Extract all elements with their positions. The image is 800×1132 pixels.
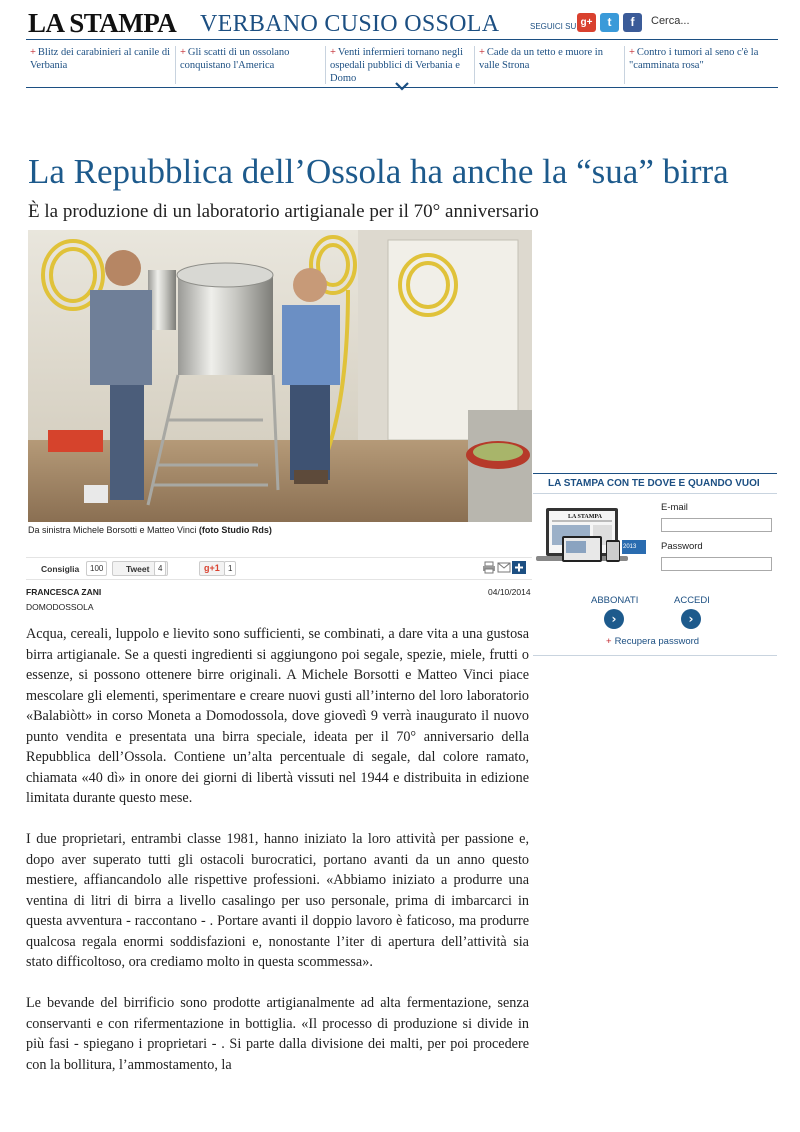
article-title: La Repubblica dell’Ossola ha anche la “sua” birra <box>28 152 729 191</box>
divider <box>624 46 625 84</box>
sidebar-divider <box>533 655 777 656</box>
top-headline-link[interactable]: + Cade da un tetto e muore in valle Strona <box>479 47 603 71</box>
photo-caption <box>28 525 272 535</box>
facebook-icon[interactable]: f <box>623 13 642 32</box>
caption-text: Da sinistra Michele Borsotti e Matteo Vinci <box>28 525 199 535</box>
top-headline-link[interactable]: + Blitz dei carabinieri al canile di Verbania <box>30 47 170 71</box>
login-label[interactable]: ACCEDI <box>674 595 710 606</box>
article-paragraph: I due proprietari, entrambi classe 1981, hanno iniziato la loro attività per passione e, dopo aver superato tutti gli ostacoli burocratici, portano avanti da un anno questo mestiere, affiancandolo alle rispettive professioni. «Abbiamo iniziato a produrre una ventina di litri di birra a livello casalingo per uso personale, prima di imbarcarci in questa avventura - raccontano - . Portare avanti il doppio lavoro è faticoso, ma produrre qualcosa regala enormi soddisfazioni e, nonostante l’iter di apertura dell’attività sia stato difficoltoso, ora crediamo molto in questa scommessa». <box>26 831 529 970</box>
divider <box>325 46 326 84</box>
edition-name[interactable]: VERBANO CUSIO OSSOLA <box>200 11 500 37</box>
divider <box>175 46 176 84</box>
google-plus-icon[interactable]: g+ <box>577 13 596 32</box>
google-plus-one-button[interactable]: g+1 <box>199 561 225 576</box>
recover-password-link[interactable]: + Recupera password <box>606 636 700 647</box>
twitter-icon[interactable]: t <box>600 13 619 32</box>
article-photo <box>28 230 532 522</box>
password-field[interactable] <box>661 557 772 571</box>
tweet-label: Tweet <box>126 564 150 574</box>
article-body <box>26 624 529 1096</box>
headline-text: Contro i tumori al seno c'è la "camminata rosa" <box>629 47 759 71</box>
top-headline-link[interactable]: + Venti infermieri tornano negli ospedali pubblici di Verbania e Domo <box>330 47 464 84</box>
sidebar-title: LA STAMPA CON TE DOVE E QUANDO VUOI <box>548 478 760 489</box>
top-headline-link[interactable]: + Gli scatti di un ossolano conquistano l'America <box>180 47 290 71</box>
subscribe-button[interactable]: › <box>604 609 624 629</box>
sidebar-divider <box>533 493 777 494</box>
print-icon[interactable] <box>482 561 496 574</box>
top-headline-link[interactable]: + Contro i tumori al seno c'è la "camminata rosa" <box>629 47 759 71</box>
article-paragraph: Acqua, cereali, luppolo e lievito sono sufficienti, se combinati, a dare vita a una gustosa birra artigianale. Se a questi ingredienti si aggiungono poi segale, spezie, miele, frutti o essenze, si possono ottenere birre originali. A Michele Borsotti e Matteo Vinci piace mescolare gli elementi, sperimentare e creare nuovi gusti all’interno del loro laboratorio «Balabiòtt» in corso Moneta a Domodossola, dove giovedì 9 verrà inaugurato il nuovo punto vendita e presentata una birra speciale, ideata per il 70° anniversario della Repubblica dell’Ossola. Contiene un’alta percentuale di segale, dal colore ramato, chiamata «40 dì» in onore dei giorni di libertà vissuti nel 1944 e distribuita in edizione limitata durante questo mese. <box>26 626 529 806</box>
plus-icon[interactable] <box>512 561 526 574</box>
follow-label: SEGUICI SU <box>530 22 577 31</box>
headline-text: Blitz dei carabinieri al canile di Verbania <box>30 47 170 71</box>
device-logo-text: LA STAMPA <box>568 514 602 520</box>
search-input[interactable]: Cerca... <box>651 15 690 27</box>
divider <box>474 46 475 84</box>
email-label: E-mail <box>661 502 688 513</box>
sidebar-divider <box>533 473 777 474</box>
like-count: 100 <box>86 561 107 576</box>
password-label: Password <box>661 541 703 552</box>
headline-text: Venti infermieri tornano negli ospedali pubblici di Verbania e Domo <box>330 47 464 84</box>
article-subtitle: È la produzione di un laboratorio artigianale per il 70° anniversario <box>28 201 539 222</box>
site-logo[interactable]: LA STAMPA <box>28 8 177 38</box>
article-author: FRANCESCA ZANI <box>26 587 102 597</box>
recover-password-text: Recupera password <box>614 636 700 647</box>
article-location: DOMODOSSOLA <box>26 602 94 612</box>
subscribe-label[interactable]: ABBONATI <box>591 595 639 606</box>
email-icon[interactable] <box>497 561 511 574</box>
email-field[interactable] <box>661 518 772 532</box>
article-paragraph: Le bevande del birrificio sono prodotte artigianalmente ad alta fermentazione, senza conservanti e con rifermentazione in bottiglia. «Il processo di produzione si divide in più fasi - spiegano i proprietari - . Si parte dalla divisione dei malti, per poi procedere con la bollitura, l’ammostamento, la <box>26 995 529 1073</box>
device-badge: 2013 <box>623 544 637 550</box>
facebook-like-button[interactable]: Consiglia <box>41 564 80 574</box>
header-divider <box>26 39 778 40</box>
tweet-count: 4 <box>154 561 166 576</box>
article-date: 04/10/2014 <box>488 587 531 597</box>
headline-text: Gli scatti di un ossolano conquistano l'America <box>180 47 290 71</box>
headline-text: Cade da un tetto e muore in valle Strona <box>479 47 603 71</box>
caption-credit: (foto Studio Rds) <box>198 525 272 535</box>
gplus-count: 1 <box>224 561 236 576</box>
login-button[interactable]: › <box>681 609 701 629</box>
chevron-down-icon[interactable] <box>393 80 411 92</box>
